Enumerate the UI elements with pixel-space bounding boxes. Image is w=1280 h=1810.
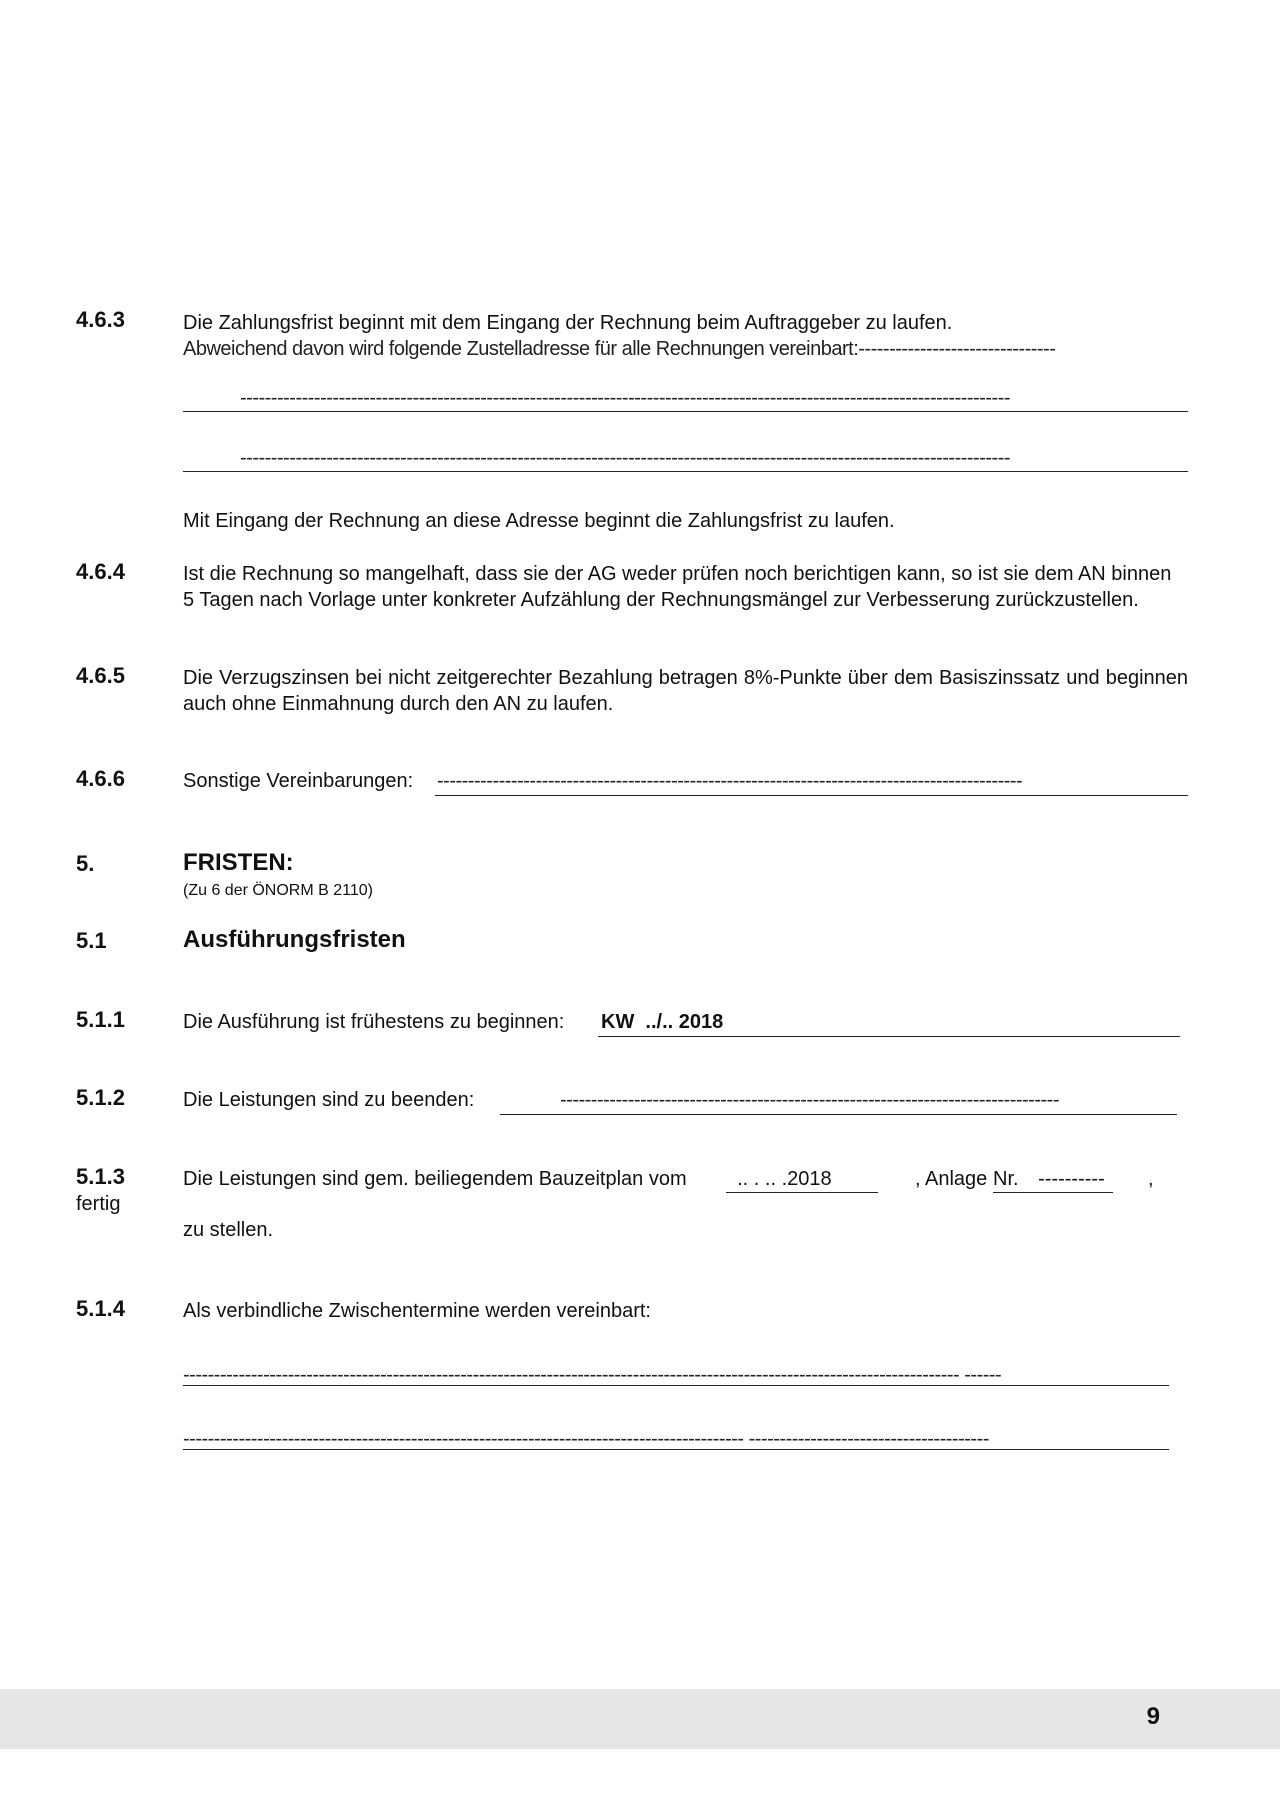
section-number-4-6-6: 4.6.6	[76, 766, 125, 791]
section-5-1-3-note: fertig	[76, 1193, 121, 1215]
section-number-5: 5.	[76, 851, 95, 876]
section-number-4-6-4: 4.6.4	[76, 559, 125, 584]
interim-dates-label: Als verbindliche Zwischentermine werden vereinbart:	[183, 1300, 651, 1322]
interim-dates-blank-1[interactable]: ------------------------------------------------------------------------------------------------------------------------------ ------	[183, 1364, 1002, 1386]
attachment-nr-blank: ----------	[1038, 1168, 1105, 1190]
address-blank-line-1[interactable]: -----------------------------------------------------------------------------------------------------------------------------	[240, 387, 1011, 409]
trailing-comma: ,	[1148, 1168, 1154, 1190]
other-agreements-underline	[435, 795, 1188, 796]
interim-dates-underline-1	[183, 1385, 1169, 1386]
section-5-1-title: Ausführungsfristen	[183, 926, 406, 953]
section-4-6-3-line1: Die Zahlungsfrist beginnt mit dem Eingang der Rechnung beim Auftraggeber zu laufen.	[183, 312, 953, 334]
schedule-date-field[interactable]: .. . .. .2018	[726, 1166, 878, 1193]
section-number-5-1-3: 5.1.3	[76, 1164, 125, 1189]
end-date-underline	[500, 1114, 1177, 1115]
section-number-5-1-1: 5.1.1	[76, 1007, 125, 1032]
end-date-blank[interactable]: ---------------------------------------------------------------------------------	[560, 1089, 1059, 1111]
start-week-value[interactable]: KW ../.. 2018	[601, 1011, 724, 1033]
start-date-label: Die Ausführung ist frühestens zu beginnen:	[183, 1011, 565, 1033]
attachment-nr-label: Nr.	[993, 1168, 1019, 1190]
section-5-subtitle: (Zu 6 der ÖNORM B 2110)	[183, 882, 373, 899]
section-5-title: FRISTEN:	[183, 849, 294, 876]
page-footer	[0, 1689, 1280, 1749]
section-4-6-3-line2: Abweichend davon wird folgende Zustelladresse für alle Rechnungen vereinbart:--------------------------------	[183, 338, 1056, 360]
attachment-label: , Anlage	[915, 1168, 988, 1190]
interim-dates-underline-2	[183, 1449, 1169, 1450]
section-number-4-6-3: 4.6.3	[76, 307, 125, 332]
start-date-underline	[598, 1036, 1180, 1037]
end-date-label: Die Leistungen sind zu beenden:	[183, 1089, 475, 1111]
section-number-5-1-4: 5.1.4	[76, 1296, 125, 1321]
interim-dates-blank-2[interactable]: ------------------------------------------------------------------------------------------- ---------------------------------------	[183, 1428, 989, 1450]
section-number-5-1-2: 5.1.2	[76, 1085, 125, 1110]
section-number-4-6-5: 4.6.5	[76, 663, 125, 688]
section-4-6-3-line3: Mit Eingang der Rechnung an diese Adresse beginnt die Zahlungsfrist zu laufen.	[183, 510, 895, 532]
schedule-label: Die Leistungen sind gem. beiliegendem Bauzeitplan vom	[183, 1168, 687, 1190]
section-number-5-1: 5.1	[76, 928, 107, 953]
page-number: 9	[1146, 1703, 1160, 1730]
address-underline-2	[183, 471, 1188, 472]
other-agreements-blank[interactable]: -----------------------------------------------------------------------------------------------	[437, 770, 1023, 792]
other-agreements-label: Sonstige Vereinbarungen:	[183, 770, 414, 792]
section-4-6-4-text: Ist die Rechnung so mangelhaft, dass sie der AG weder prüfen noch berichtigen kann, so ist sie dem AN binnen 5 Tagen nach Vorlage unter konkreter Aufzählung der Rechnungsmängel zur Verbesserung zurückzustellen.	[183, 563, 1172, 611]
attachment-number-field[interactable]	[993, 1166, 1113, 1193]
address-underline-1	[183, 411, 1188, 412]
schedule-line2: zu stellen.	[183, 1219, 274, 1241]
address-blank-line-2[interactable]: -----------------------------------------------------------------------------------------------------------------------------	[240, 447, 1011, 469]
section-4-6-5-text: Die Verzugszinsen bei nicht zeitgerechter Bezahlung betragen 8%-Punkte über dem Basiszinssatz und beginnen auch ohne Einmahnung durch den AN zu laufen.	[183, 667, 1188, 715]
